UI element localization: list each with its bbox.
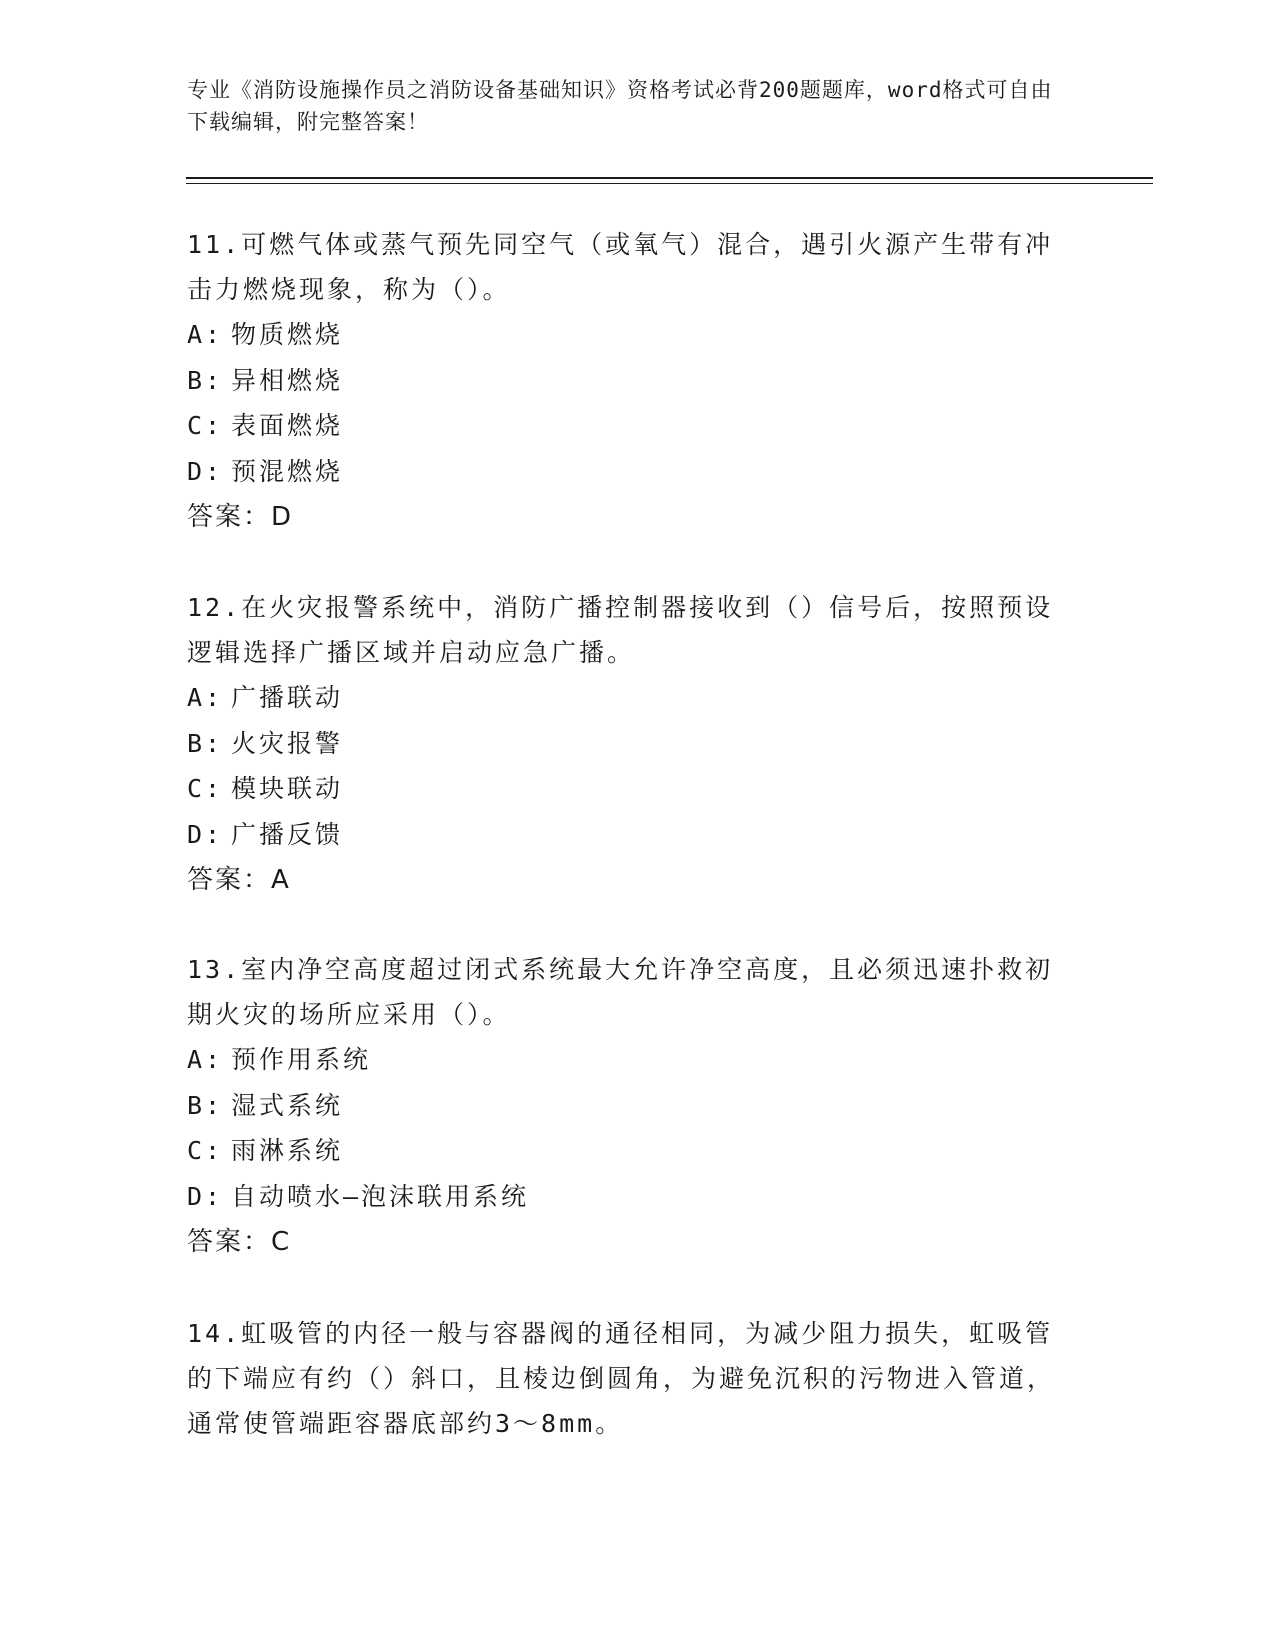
option-text: 广播反馈 xyxy=(231,819,344,849)
option-label: D: xyxy=(187,456,224,486)
option-b xyxy=(187,358,1067,404)
option-c xyxy=(187,403,1067,449)
option-label: A: xyxy=(187,1045,224,1074)
option-b xyxy=(187,721,1067,767)
option-text: 物质燃烧 xyxy=(231,320,344,349)
header-divider-thin xyxy=(186,183,1153,184)
question-stem: 13.室内净空高度超过闭式系统最大允许净空高度，且必须迅速扑救初期火灾的场所应采用（）。 xyxy=(187,955,1054,1029)
option-a xyxy=(187,312,1067,358)
option-d xyxy=(187,449,1067,495)
option-a xyxy=(187,675,1067,721)
header-divider-thick xyxy=(186,177,1153,179)
option-label: C: xyxy=(187,1136,224,1165)
option-label: B: xyxy=(187,728,224,758)
option-label: C: xyxy=(187,411,224,440)
option-label: C: xyxy=(187,774,224,803)
question-13 xyxy=(187,947,1067,1265)
option-label: D: xyxy=(187,1181,224,1211)
option-text: 自动喷水—泡沫联用系统 xyxy=(231,1181,530,1211)
option-label: A: xyxy=(187,320,224,349)
option-text: 预作用系统 xyxy=(231,1045,372,1074)
answer-line: 答案：C xyxy=(187,1227,292,1257)
question-12 xyxy=(187,585,1067,903)
option-label: B: xyxy=(187,365,224,395)
question-14 xyxy=(187,1311,1067,1446)
option-d xyxy=(187,1174,1067,1220)
question-11 xyxy=(187,222,1067,540)
option-text: 预混燃烧 xyxy=(231,456,344,486)
option-text: 广播联动 xyxy=(231,683,344,712)
answer-line: 答案：D xyxy=(187,502,294,532)
question-stem: 11.可燃气体或蒸气预先同空气（或氧气）混合，遇引火源产生带有冲击力燃烧现象，称为（）。 xyxy=(187,230,1054,304)
option-label: B: xyxy=(187,1090,224,1120)
option-text: 雨淋系统 xyxy=(231,1136,344,1165)
option-text: 模块联动 xyxy=(231,774,344,803)
question-stem: 14.虹吸管的内径一般与容器阀的通径相同，为减少阻力损失，虹吸管的下端应有约（）斜口，且棱边倒圆角，为避免沉积的污物进入管道，通常使管端距容器底部约3～8mm。 xyxy=(187,1319,1056,1438)
option-text: 湿式系统 xyxy=(231,1090,344,1120)
option-text: 表面燃烧 xyxy=(231,411,344,440)
question-stem: 12.在火灾报警系统中，消防广播控制器接收到（）信号后，按照预设逻辑选择广播区域并启动应急广播。 xyxy=(187,593,1054,667)
option-c xyxy=(187,766,1067,812)
answer-line: 答案：A xyxy=(187,865,291,895)
option-d xyxy=(187,812,1067,858)
option-b xyxy=(187,1083,1067,1129)
option-text: 异相燃烧 xyxy=(231,365,344,395)
option-c xyxy=(187,1128,1067,1174)
document-header: 专业《消防设施操作员之消防设备基础知识》资格考试必背200题题库，word格式可自由下载编辑，附完整答案！ xyxy=(187,78,1053,134)
option-label: A: xyxy=(187,683,224,712)
option-label: D: xyxy=(187,819,224,849)
option-text: 火灾报警 xyxy=(231,728,344,758)
option-a xyxy=(187,1037,1067,1083)
